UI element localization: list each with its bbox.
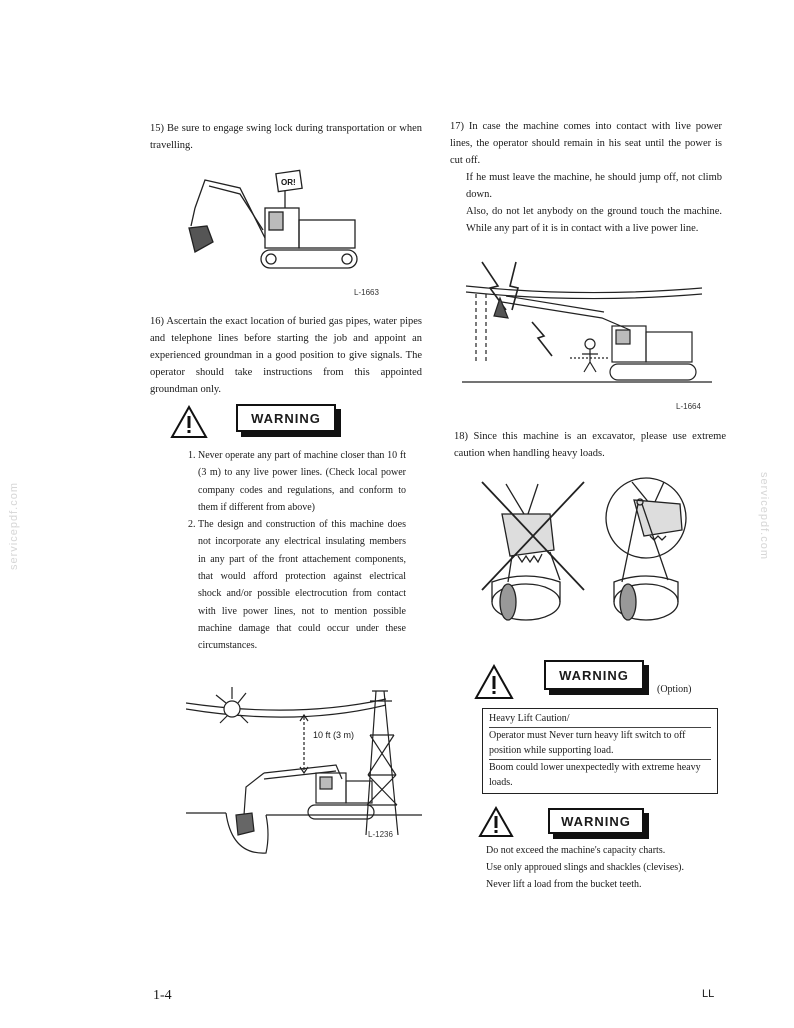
warning-triangle-icon xyxy=(474,664,514,700)
page-number: 1-4 xyxy=(153,988,172,1003)
watermark-left: servicepdf.com xyxy=(7,482,20,570)
warning-label-2: WARNING xyxy=(544,660,644,690)
warning-label-1: WARNING xyxy=(236,404,336,432)
wrong-lift-figure xyxy=(478,474,588,634)
item-17-line: 17) In case the machine comes into contact with live power lines, the operator should remain in his seat until the power is cut off. xyxy=(450,121,722,166)
warning-3-line: Use only approued slings and shackles (clevises). xyxy=(486,862,685,873)
heavy-lift-caution-box xyxy=(482,708,718,794)
warning-triangle-icon xyxy=(170,405,208,439)
warning-3-text xyxy=(486,842,726,893)
caution-line: Heavy Lift Caution/ xyxy=(489,711,711,728)
item-17-block xyxy=(450,118,722,237)
warning-triangle-icon xyxy=(478,806,514,838)
item-17-line: If he must leave the machine, he should jump off, not climb down. xyxy=(466,172,722,200)
warning-label-3: WARNING xyxy=(548,808,644,834)
warning-1-list xyxy=(182,447,406,655)
figure-label-1663: L-1663 xyxy=(354,288,379,297)
item-16-text: 16) Ascertain the exact location of buried gas pipes, water pipes and telephone lines before starting the job and appoint an experienced groundman in a good position to give signals. The operator should take instructions from this appointed groundman only. xyxy=(150,316,422,395)
warning-3-line: Do not exceed the machine's capacity charts. xyxy=(486,845,666,856)
warning-1-item: 1. Never operate any part of machine closer than 10 ft (3 m) to any live power lines. (Check local power company codes and regulations, and conform to them if different from above) xyxy=(198,447,406,516)
footer-code: LL xyxy=(702,988,715,1000)
sign-text: OR! xyxy=(281,178,296,187)
option-note: (Option) xyxy=(657,684,692,695)
swing-lock-figure xyxy=(185,168,365,280)
warning-1-item: 2. The design and construction of this machine does not incorporate any electrical insulating members in any part of the front attachement components, that would afford protection against electrical shock and/or possible electrocution from contact with live power lines, not to mention possible machine damage that could occur under these circumstances. xyxy=(198,516,406,654)
figure-label-1236: L-1236 xyxy=(368,830,393,839)
distance-label: 10 ft (3 m) xyxy=(313,730,355,740)
item-15-text: 15) Be sure to engage swing lock during transportation or when travelling. xyxy=(150,123,422,151)
caution-line: Operator must Never turn heavy lift switch to off position while supporting load. xyxy=(489,728,711,760)
correct-lift-figure xyxy=(594,474,704,634)
item-18-text: 18) Since this machine is an excavator, please use extreme caution when handling heavy loads. xyxy=(454,431,726,459)
item-17-line: Also, do not let anybody on the ground touch the machine. While any part of it is in contact with a live power line. xyxy=(466,206,722,234)
caution-line: Boom could lower unexpectedly with extreme heavy loads. xyxy=(489,761,701,788)
figure-label-1664: L-1664 xyxy=(676,402,701,411)
warning-3-line: Never lift a load from the bucket teeth. xyxy=(486,879,642,890)
watermark-right: servicepdf.com xyxy=(757,472,770,560)
electrocution-figure xyxy=(462,258,712,398)
